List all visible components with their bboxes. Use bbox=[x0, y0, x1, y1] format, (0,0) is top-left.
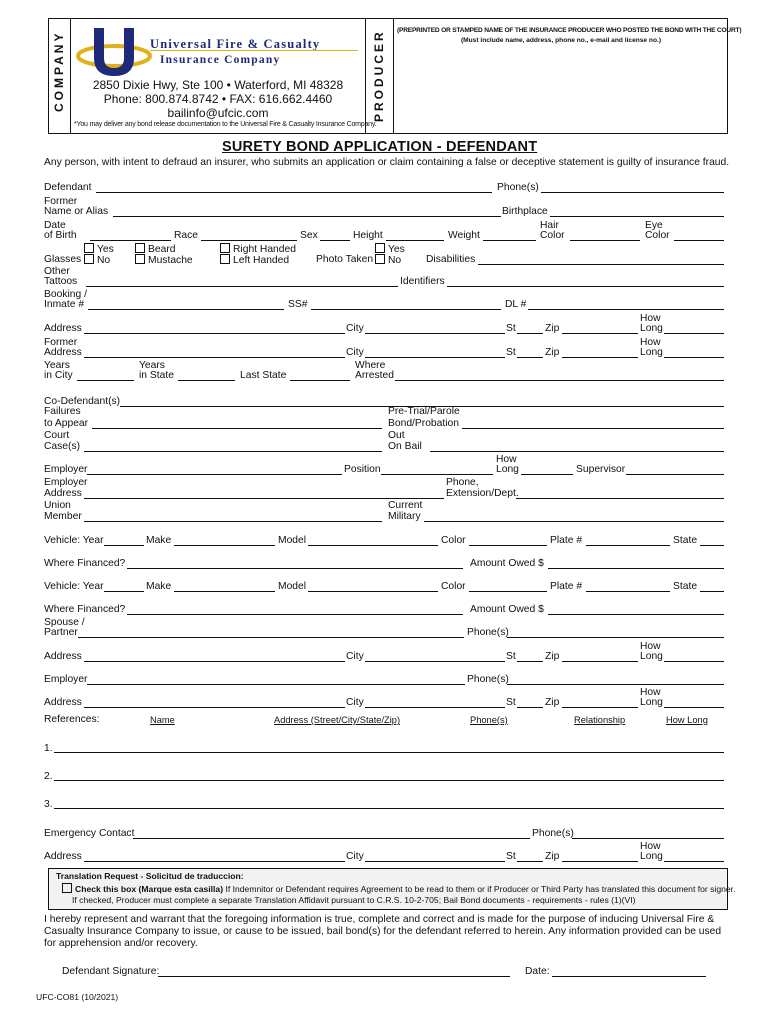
glasses-label: Glasses bbox=[44, 254, 82, 265]
producer-vertical-label: PRODUCER bbox=[372, 29, 386, 122]
out-label: Out bbox=[388, 430, 405, 441]
spouse-employer-phones-field[interactable] bbox=[507, 684, 724, 685]
height-field[interactable] bbox=[386, 240, 444, 241]
former-label: Former bbox=[44, 196, 78, 207]
vehicle2-year-field[interactable] bbox=[104, 591, 144, 592]
photo-taken-label: Photo Taken bbox=[316, 254, 374, 265]
plate-label: Plate # bbox=[550, 535, 583, 546]
pre-trial-label: Pre-Trial/Parole bbox=[388, 406, 460, 417]
last-state-field[interactable] bbox=[290, 380, 350, 381]
color-label: Color bbox=[441, 581, 466, 592]
vehicle2-year-label: Vehicle: Year bbox=[44, 581, 104, 592]
how-label: How bbox=[640, 687, 661, 698]
spouse-employer-zip-field[interactable] bbox=[562, 707, 638, 708]
form-number: UFC-CO81 (10/2021) bbox=[36, 992, 119, 1002]
extension-label: Extension/Dept. bbox=[446, 488, 519, 499]
st-label: St bbox=[506, 323, 516, 334]
make-label: Make bbox=[146, 581, 172, 592]
emergency-st-field[interactable] bbox=[517, 861, 543, 862]
plate-label: Plate # bbox=[550, 581, 583, 592]
translation-text-1: If Indemnitor or Defendant requires Agreement to be read to them or if Producer or Third Party has translated this document for signer. bbox=[225, 884, 736, 894]
long-label: Long bbox=[640, 651, 663, 662]
partner-label: Partner bbox=[44, 627, 78, 638]
company-address: 2850 Dixie Hwy, Ste 100 • Waterford, MI 48328 bbox=[92, 78, 344, 92]
model-label: Model bbox=[278, 535, 307, 546]
ref-relationship-header: Relationship bbox=[574, 715, 626, 725]
spouse-employer-label: Employer bbox=[44, 674, 88, 685]
color-label: Color bbox=[441, 535, 466, 546]
alias-label: Name or Alias bbox=[44, 206, 109, 217]
make-label: Make bbox=[146, 535, 172, 546]
vehicle1-amount-field[interactable] bbox=[548, 568, 724, 569]
former-address-field[interactable] bbox=[84, 357, 345, 358]
on-bail-label: On Bail bbox=[388, 441, 422, 452]
signature-date-field[interactable] bbox=[552, 976, 706, 977]
emergency-city-field[interactable] bbox=[365, 861, 505, 862]
zip-label: Zip bbox=[545, 651, 560, 662]
page-title: SURETY BOND APPLICATION - DEFENDANT bbox=[222, 139, 538, 155]
union-label: Union bbox=[44, 500, 71, 511]
position-label: Position bbox=[344, 464, 381, 475]
signature-label: Defendant Signature: bbox=[62, 966, 160, 977]
member-label: Member bbox=[44, 511, 82, 522]
disabilities-field[interactable] bbox=[478, 264, 724, 265]
former-address-label-1: Former bbox=[44, 337, 78, 348]
ref-phone-header: Phone(s) bbox=[470, 715, 508, 725]
military-field[interactable] bbox=[424, 521, 724, 522]
vehicle2-color-field[interactable] bbox=[469, 591, 547, 592]
weight-label: Weight bbox=[448, 230, 480, 241]
eye-label: Eye bbox=[645, 220, 663, 231]
eye-color-field[interactable] bbox=[674, 240, 724, 241]
vehicle1-year-label: Vehicle: Year bbox=[44, 535, 104, 546]
ss-label: SS# bbox=[288, 299, 308, 310]
yes-text: Yes bbox=[97, 244, 114, 255]
court-label: Court bbox=[44, 430, 70, 441]
company-logo-icon bbox=[76, 24, 152, 80]
how-label: How bbox=[640, 641, 661, 652]
ref-name-header: Name bbox=[150, 715, 175, 725]
former-how-long-field[interactable] bbox=[664, 357, 724, 358]
race-field[interactable] bbox=[201, 240, 297, 241]
union-field[interactable] bbox=[84, 521, 382, 522]
co-defendants-label: Co-Defendant(s) bbox=[44, 396, 121, 407]
vehicle1-plate-field[interactable] bbox=[586, 545, 670, 546]
references-label: References: bbox=[44, 714, 100, 725]
alias-field[interactable] bbox=[113, 216, 501, 217]
company-vertical-label: COMPANY bbox=[52, 30, 66, 112]
left-handed-checkbox[interactable] bbox=[220, 254, 289, 266]
last-state-label: Last State bbox=[240, 370, 287, 381]
photo-no[interactable] bbox=[375, 254, 401, 266]
where-arrested-field[interactable] bbox=[395, 380, 724, 381]
zip-label: Zip bbox=[545, 851, 560, 862]
spouse-how-long-field[interactable] bbox=[664, 661, 724, 662]
state-label: State bbox=[673, 535, 698, 546]
bond-probation-field[interactable] bbox=[462, 428, 724, 429]
vehicle1-make-field[interactable] bbox=[174, 545, 275, 546]
zip-label: Zip bbox=[545, 323, 560, 334]
city-label: City bbox=[346, 323, 364, 334]
vehicle1-color-field[interactable] bbox=[469, 545, 547, 546]
employer-address-label-2: Address bbox=[44, 488, 82, 499]
identifiers-label: Identifiers bbox=[400, 276, 445, 287]
long-label: Long bbox=[640, 323, 663, 334]
spouse-address-label: Address bbox=[44, 651, 82, 662]
st-label: St bbox=[506, 851, 516, 862]
st-field[interactable] bbox=[517, 333, 543, 334]
employer-address-field[interactable] bbox=[84, 498, 444, 499]
arrested-label: Arrested bbox=[355, 370, 394, 381]
spouse-st-field[interactable] bbox=[517, 661, 543, 662]
inmate-field[interactable] bbox=[88, 309, 284, 310]
left-handed-text: Left Handed bbox=[233, 255, 290, 266]
bond-probation-label: Bond/Probation bbox=[388, 418, 459, 429]
checkbox-icon[interactable] bbox=[135, 243, 145, 253]
dob-field[interactable] bbox=[90, 240, 171, 241]
beard-text: Beard bbox=[148, 244, 176, 255]
booking-label: Booking / bbox=[44, 289, 87, 300]
vehicle2-plate-field[interactable] bbox=[586, 591, 670, 592]
defendant-label: Defendant bbox=[44, 182, 92, 193]
position-field[interactable] bbox=[381, 474, 493, 475]
translation-text-2: If checked, Producer must complete a separate Translation Affidavit pursuant to C.R.S. 10-2-705; Bail Bond documents - requirements - rules (1)(VI) bbox=[72, 895, 636, 905]
city-label: City bbox=[346, 651, 364, 662]
vehicle1-state-field[interactable] bbox=[700, 545, 724, 546]
long-label: Long bbox=[640, 851, 663, 862]
to-appear-label: to Appear bbox=[44, 418, 89, 429]
model-label: Model bbox=[278, 581, 307, 592]
signature-date-label: Date: bbox=[525, 966, 550, 977]
long-label: Long bbox=[496, 464, 519, 475]
date-label: Date bbox=[44, 220, 66, 231]
emergency-contact-label: Emergency Contact bbox=[44, 828, 135, 839]
spouse-field[interactable] bbox=[78, 637, 464, 638]
where-label: Where bbox=[355, 360, 386, 371]
st-label: St bbox=[506, 697, 516, 708]
checkbox-icon[interactable] bbox=[84, 254, 94, 264]
vehicle2-make-field[interactable] bbox=[174, 591, 275, 592]
former-address-label-2: Address bbox=[44, 347, 82, 358]
amount-owed-label: Amount Owed $ bbox=[470, 558, 544, 569]
phones-label: Phone(s) bbox=[497, 182, 539, 193]
birthplace-field[interactable] bbox=[550, 216, 724, 217]
company-email[interactable]: bailinfo@ufcic.com bbox=[167, 106, 269, 120]
mustache-checkbox[interactable] bbox=[135, 254, 193, 266]
amount-owed-label: Amount Owed $ bbox=[470, 604, 544, 615]
address-label: Address bbox=[44, 323, 82, 334]
emergency-address-label: Address bbox=[44, 851, 82, 862]
ref2-label: 2. bbox=[44, 771, 53, 782]
inmate-label: Inmate # bbox=[44, 299, 85, 310]
years-in-state-field[interactable] bbox=[178, 380, 235, 381]
disabilities-label: Disabilities bbox=[426, 254, 476, 265]
supervisor-label: Supervisor bbox=[576, 464, 626, 475]
translation-checkbox[interactable] bbox=[62, 883, 72, 893]
producer-left-divider bbox=[365, 18, 366, 134]
st-label: St bbox=[506, 651, 516, 662]
employer-label: Employer bbox=[44, 464, 88, 475]
hair-color-label: Color bbox=[540, 230, 565, 241]
ref3-field[interactable] bbox=[54, 808, 724, 809]
producer-note-2: (Must include name, address, phone no., e-mail and license no.) bbox=[460, 37, 662, 44]
failures-field[interactable] bbox=[92, 428, 382, 429]
defendant-field[interactable] bbox=[96, 192, 492, 193]
spouse-employer-address-label: Address bbox=[44, 697, 82, 708]
phone-comma-label: Phone, bbox=[446, 477, 479, 488]
spouse-employer-address-field[interactable] bbox=[84, 707, 345, 708]
dl-field[interactable] bbox=[528, 309, 724, 310]
release-note: *You may deliver any bond release documentation to the Universal Fire & Casualty Insurance Company. bbox=[74, 121, 377, 128]
spouse-employer-phones-label: Phone(s) bbox=[467, 674, 509, 685]
city-label: City bbox=[346, 697, 364, 708]
company-name-line2: Insurance Company bbox=[160, 54, 281, 66]
weight-field[interactable] bbox=[483, 240, 536, 241]
race-label: Race bbox=[174, 230, 199, 241]
hair-label: Hair bbox=[540, 220, 559, 231]
how-label: How bbox=[640, 313, 661, 324]
checkbox-icon[interactable] bbox=[220, 243, 230, 253]
spouse-employer-field[interactable] bbox=[87, 684, 465, 685]
how-label: How bbox=[496, 454, 517, 465]
ref1-field[interactable] bbox=[54, 752, 724, 753]
where-financed-label: Where Financed? bbox=[44, 558, 126, 569]
zip-label: Zip bbox=[545, 347, 560, 358]
representation-text: I hereby represent and warrant that the foregoing information is true, complete and correct and is made for the purpose of inducing Universal Fire & Casualty Insurance Company to issue, or cause to be issued, bail bond(s) for the defendant referred to herein. Any information provided can be used for apprehension and/or recovery. bbox=[44, 914, 722, 949]
city-label: City bbox=[346, 851, 364, 862]
mustache-text: Mustache bbox=[148, 255, 193, 266]
yes-text: Yes bbox=[388, 244, 405, 255]
spouse-employer-how-long-field[interactable] bbox=[664, 707, 724, 708]
ss-field[interactable] bbox=[311, 309, 501, 310]
cases-field[interactable] bbox=[84, 451, 382, 452]
current-label: Current bbox=[388, 500, 423, 511]
other-label: Other bbox=[44, 266, 70, 277]
how-label: How bbox=[640, 841, 661, 852]
checkbox-icon[interactable] bbox=[220, 254, 230, 264]
employer-address-label-1: Employer bbox=[44, 477, 88, 488]
state-label: State bbox=[673, 581, 698, 592]
ref-how-long-header: How Long bbox=[666, 715, 708, 725]
emergency-how-long-field[interactable] bbox=[664, 861, 724, 862]
former-st-field[interactable] bbox=[517, 357, 543, 358]
years-in-city-field[interactable] bbox=[77, 380, 134, 381]
years-city-label-1: Years bbox=[44, 360, 70, 371]
how-long-field[interactable] bbox=[664, 333, 724, 334]
signature-field[interactable] bbox=[158, 976, 510, 977]
former-zip-field[interactable] bbox=[562, 357, 638, 358]
spouse-label: Spouse / bbox=[44, 617, 85, 628]
tattoos-label: Tattoos bbox=[44, 276, 78, 287]
no-text: No bbox=[388, 255, 402, 266]
spouse-zip-field[interactable] bbox=[562, 661, 638, 662]
birthplace-label: Birthplace bbox=[502, 206, 548, 217]
spouse-city-field[interactable] bbox=[365, 661, 505, 662]
long-label: Long bbox=[640, 697, 663, 708]
employer-how-long-field[interactable] bbox=[521, 474, 573, 475]
extension-field[interactable] bbox=[516, 498, 724, 499]
vehicle2-state-field[interactable] bbox=[700, 591, 724, 592]
emergency-zip-field[interactable] bbox=[562, 861, 638, 862]
zip-label: Zip bbox=[545, 697, 560, 708]
tattoos-field[interactable] bbox=[86, 286, 398, 287]
translation-check-row bbox=[62, 883, 735, 894]
checkbox-icon[interactable] bbox=[375, 254, 385, 264]
cases-label: Case(s) bbox=[44, 441, 81, 452]
address-field[interactable] bbox=[84, 333, 345, 334]
vehicle1-financed-field[interactable] bbox=[127, 568, 463, 569]
no-text: No bbox=[97, 255, 111, 266]
vehicle1-year-field[interactable] bbox=[104, 545, 144, 546]
dl-label: DL # bbox=[505, 299, 527, 310]
checkbox-icon[interactable] bbox=[375, 243, 385, 253]
where-financed-label: Where Financed? bbox=[44, 604, 126, 615]
zip-field[interactable] bbox=[562, 333, 638, 334]
long-label: Long bbox=[640, 347, 663, 358]
dob-label: of Birth bbox=[44, 230, 77, 241]
vehicle2-amount-field[interactable] bbox=[548, 614, 724, 615]
glasses-no[interactable] bbox=[84, 254, 110, 266]
ref1-label: 1. bbox=[44, 743, 53, 754]
how-label: How bbox=[640, 337, 661, 348]
ref3-label: 3. bbox=[44, 799, 53, 810]
translation-check-label: Check this box (Marque esta casilla) bbox=[75, 884, 224, 894]
company-phone-fax: Phone: 800.874.8742 • FAX: 616.662.4460 bbox=[103, 92, 333, 106]
checkbox-icon[interactable] bbox=[84, 243, 94, 253]
eye-color-label: Color bbox=[645, 230, 670, 241]
company-name-line1: Universal Fire & Casualty bbox=[150, 37, 321, 51]
spouse-employer-st-field[interactable] bbox=[517, 707, 543, 708]
spouse-phones-field[interactable] bbox=[507, 637, 724, 638]
former-city-field[interactable] bbox=[365, 357, 505, 358]
translation-title: Translation Request - Solicitud de traduccion: bbox=[56, 871, 244, 881]
vehicle1-model-field[interactable] bbox=[308, 545, 438, 546]
spouse-address-field[interactable] bbox=[84, 661, 345, 662]
vehicle2-model-field[interactable] bbox=[308, 591, 438, 592]
height-label: Height bbox=[353, 230, 383, 241]
producer-right-divider bbox=[393, 18, 394, 134]
company-divider bbox=[70, 18, 71, 134]
right-handed-text: Right Handed bbox=[233, 244, 296, 255]
years-state-label-2: in State bbox=[139, 370, 174, 381]
emergency-phones-field[interactable] bbox=[572, 838, 724, 839]
spouse-employer-city-field[interactable] bbox=[365, 707, 505, 708]
ref-address-header: Address (Street/City/State/Zip) bbox=[274, 715, 401, 725]
military-label: Military bbox=[388, 511, 421, 522]
st-label: St bbox=[506, 347, 516, 358]
identifiers-field[interactable] bbox=[447, 286, 724, 287]
employer-field[interactable] bbox=[87, 474, 342, 475]
ref2-field[interactable] bbox=[54, 780, 724, 781]
hair-color-field[interactable] bbox=[570, 240, 640, 241]
spouse-phones-label: Phone(s) bbox=[467, 627, 509, 638]
supervisor-field[interactable] bbox=[626, 474, 724, 475]
city-field[interactable] bbox=[365, 333, 505, 334]
emergency-address-field[interactable] bbox=[84, 861, 345, 862]
failures-label: Failures bbox=[44, 406, 81, 417]
phones-field[interactable] bbox=[541, 192, 724, 193]
on-bail-field[interactable] bbox=[430, 451, 724, 452]
emergency-phones-label: Phone(s) bbox=[532, 828, 574, 839]
checkbox-icon[interactable] bbox=[135, 254, 145, 264]
years-state-label-1: Years bbox=[139, 360, 165, 371]
sex-field[interactable] bbox=[320, 240, 350, 241]
sex-label: Sex bbox=[300, 230, 318, 241]
vehicle2-financed-field[interactable] bbox=[127, 614, 463, 615]
logo-rule bbox=[150, 50, 358, 51]
producer-note-1: (PREPRINTED OR STAMPED NAME OF THE INSURANCE PRODUCER WHO POSTED THE BOND WITH THE COURT) bbox=[397, 27, 742, 34]
city-label: City bbox=[346, 347, 364, 358]
fraud-warning: Any person, with intent to defraud an insurer, who submits an application or claim containing a false or deceptive statement is guilty of insurance fraud. bbox=[44, 157, 730, 168]
emergency-contact-field[interactable] bbox=[133, 838, 530, 839]
years-city-label-2: in City bbox=[44, 370, 73, 381]
